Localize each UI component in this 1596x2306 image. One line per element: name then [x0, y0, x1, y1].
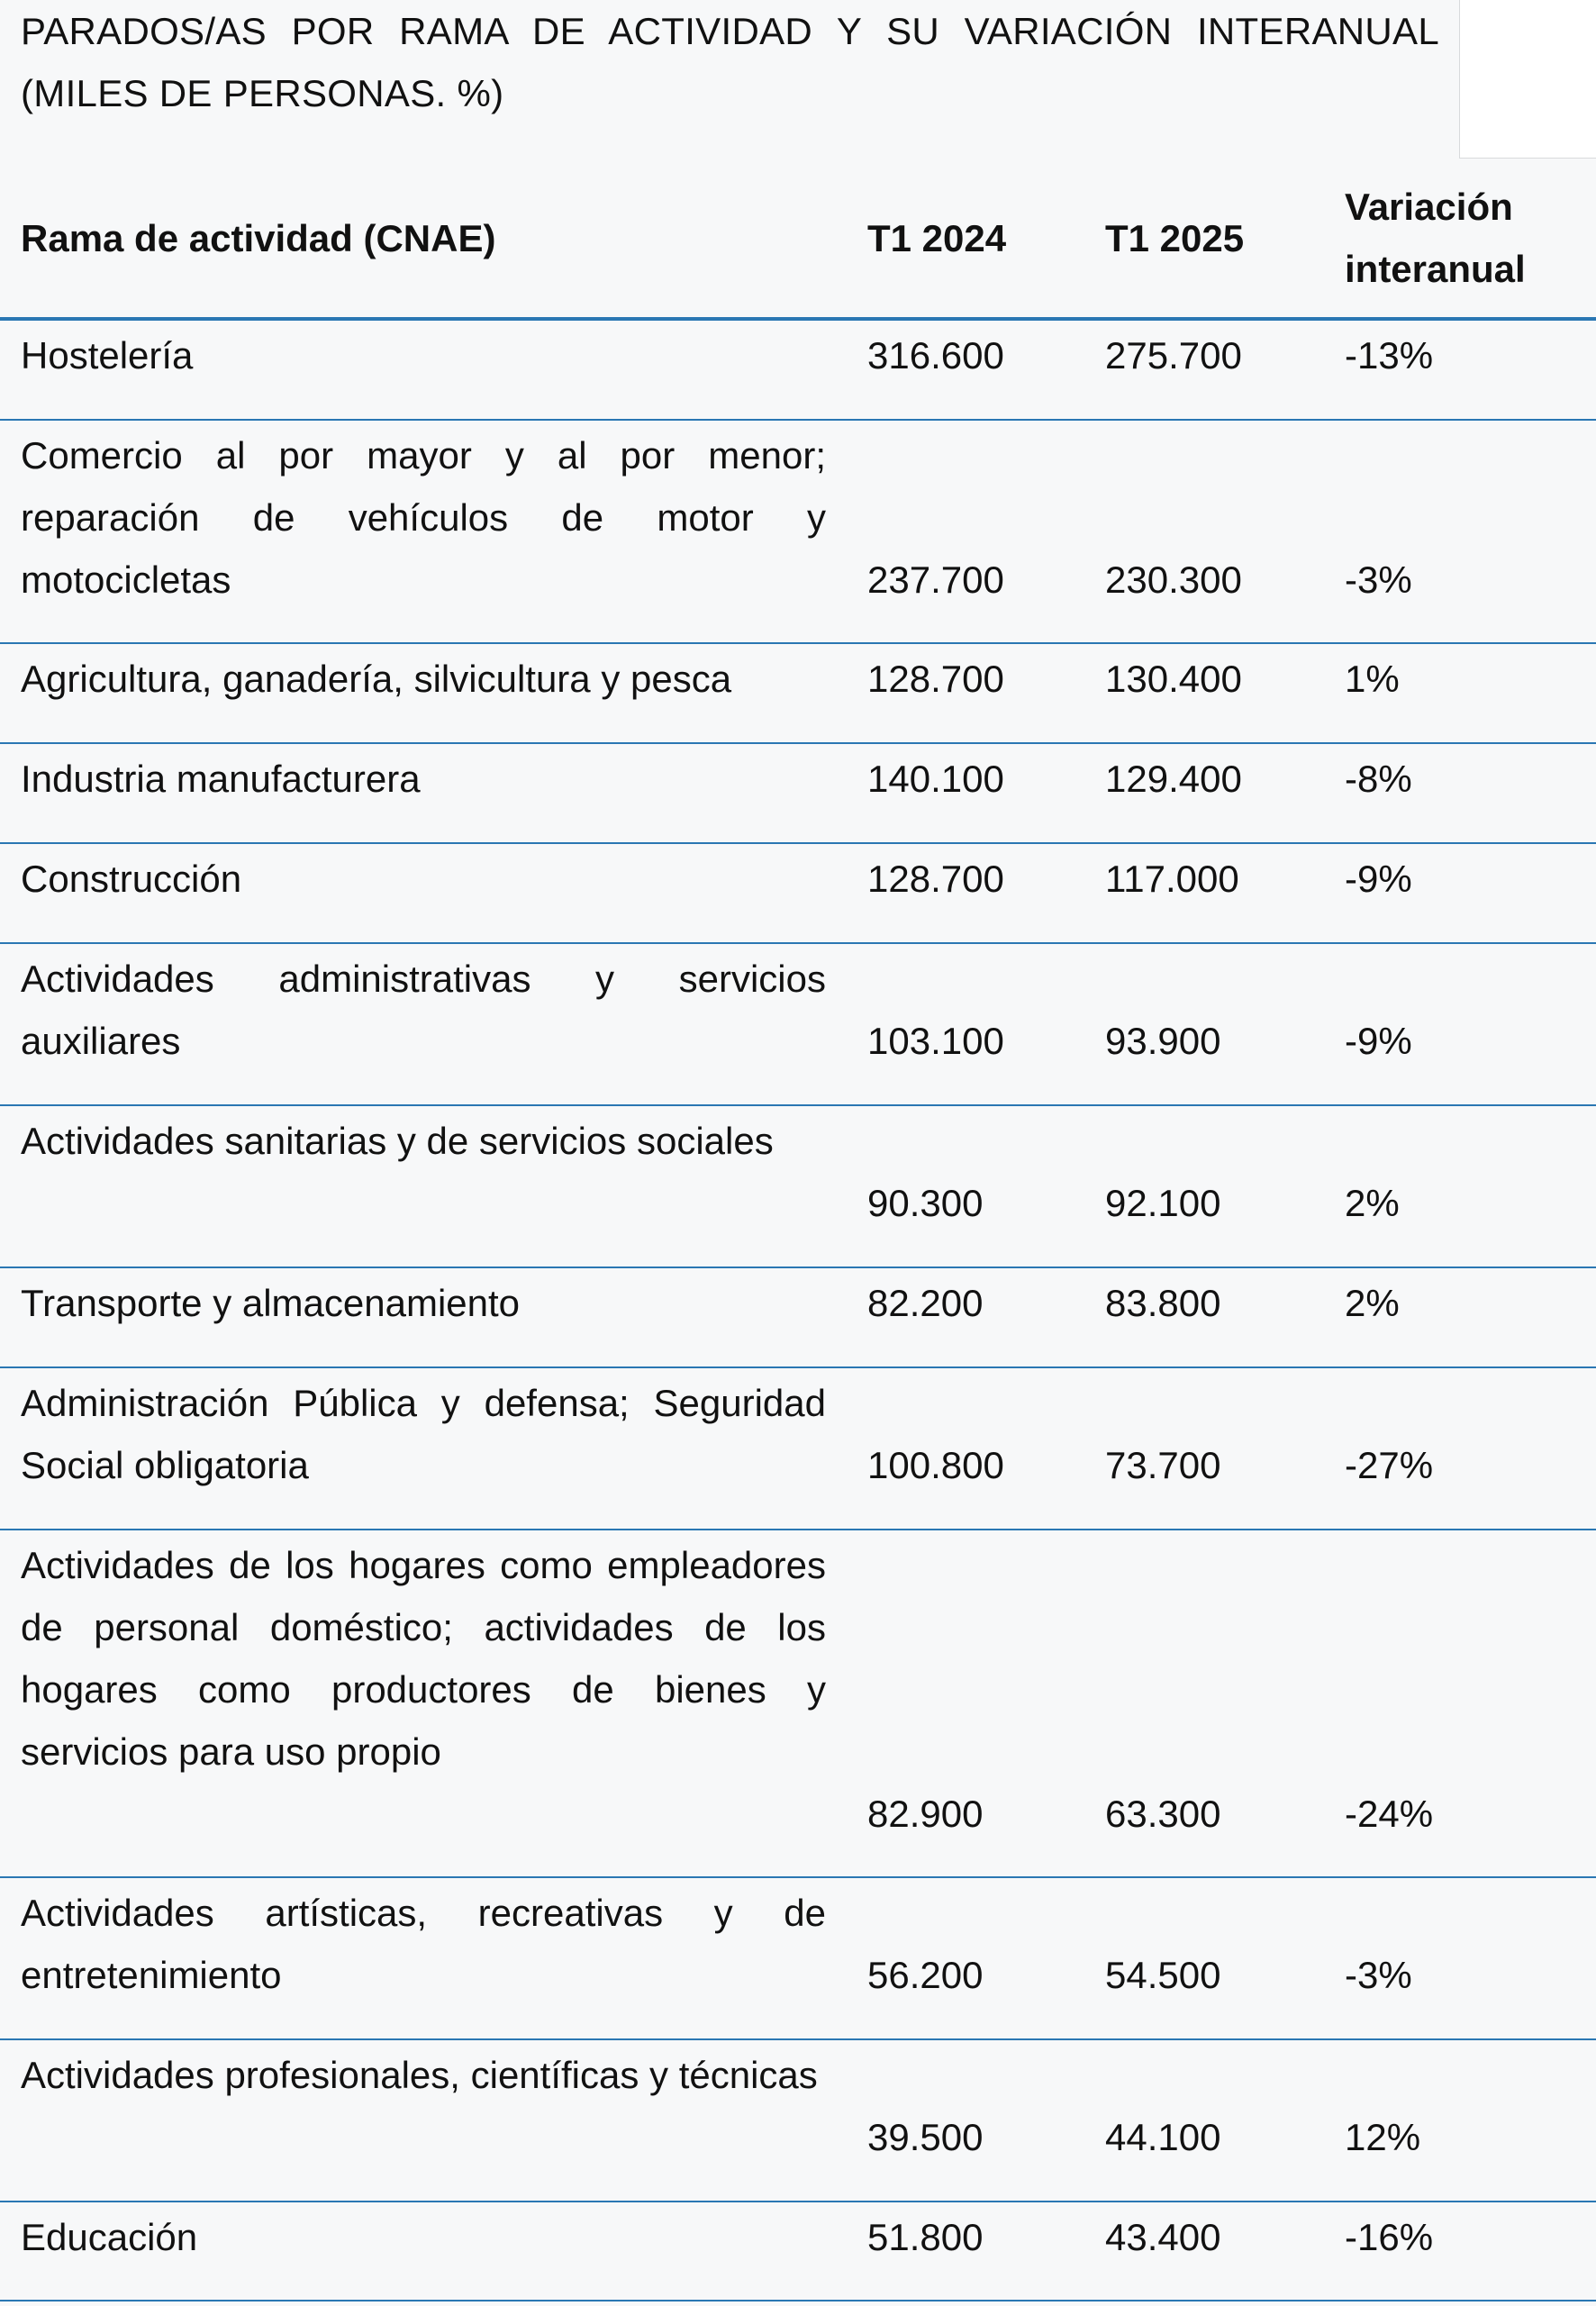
cell-t1-2025: 129.400: [1105, 758, 1242, 800]
header-variacion: Variación interanual: [1345, 186, 1526, 290]
cell-rama: Comercio al por mayor y al por menor; reparación de vehículos de motor y motocicletas: [21, 434, 826, 601]
cell-rama: Hostelería: [21, 334, 194, 377]
cell-t1-2024: 316.600: [867, 334, 1004, 377]
table-row: [0, 844, 1596, 944]
header-t1-2025: T1 2025: [1105, 216, 1245, 259]
cell-t1-2024: 103.100: [867, 1020, 1004, 1062]
table-row: [0, 944, 1596, 1106]
cell-t1-2024: 128.700: [867, 858, 1004, 900]
cell-rama: Transporte y almacenamiento: [21, 1282, 521, 1324]
cell-variacion: 2%: [1345, 1182, 1400, 1224]
cell-variacion: 12%: [1345, 2116, 1421, 2158]
table-row: [0, 1878, 1596, 2040]
cell-variacion: 2%: [1345, 1282, 1400, 1324]
table-row: [0, 1530, 1596, 1878]
table-title: PARADOS/AS POR RAMA DE ACTIVIDAD Y SU VARIACIÓN INTERANUAL (MILES DE PERSONAS. %): [21, 10, 1439, 114]
cell-variacion: -9%: [1345, 858, 1412, 900]
cell-t1-2024: 140.100: [867, 758, 1004, 800]
cell-t1-2025: 83.800: [1105, 1282, 1221, 1324]
table-row: [0, 1106, 1596, 1268]
cell-t1-2024: 237.700: [867, 558, 1004, 601]
cell-variacion: -13%: [1345, 334, 1434, 377]
cell-t1-2024: 39.500: [867, 2116, 984, 2158]
table-header: [0, 159, 1596, 321]
cell-variacion: -8%: [1345, 758, 1412, 800]
cell-t1-2024: 82.900: [867, 1793, 984, 1835]
cell-t1-2024: 128.700: [867, 658, 1004, 700]
cell-variacion: -3%: [1345, 1954, 1412, 1996]
header-t1-2024: T1 2024: [867, 216, 1007, 259]
cell-t1-2025: 230.300: [1105, 558, 1242, 601]
table-row: [0, 2202, 1596, 2301]
cell-t1-2024: 51.800: [867, 2216, 984, 2258]
cell-t1-2025: 73.700: [1105, 1444, 1221, 1486]
cell-t1-2025: 130.400: [1105, 658, 1242, 700]
cell-t1-2025: 93.900: [1105, 1020, 1221, 1062]
table-row: [0, 1368, 1596, 1530]
cell-rama: Construcción: [21, 858, 242, 900]
cell-t1-2025: 44.100: [1105, 2116, 1221, 2158]
cell-rama: Actividades administrativas y servicios auxiliares: [21, 958, 826, 1062]
cell-t1-2024: 100.800: [867, 1444, 1004, 1486]
header-rama: Rama de actividad (CNAE): [21, 216, 496, 259]
cell-t1-2025: 43.400: [1105, 2216, 1221, 2258]
cell-t1-2025: 92.100: [1105, 1182, 1221, 1224]
cell-variacion: -24%: [1345, 1793, 1434, 1835]
table-row: [0, 1268, 1596, 1368]
cell-variacion: -3%: [1345, 558, 1412, 601]
table-row: [0, 321, 1596, 421]
cell-t1-2025: 275.700: [1105, 334, 1242, 377]
cell-t1-2024: 90.300: [867, 1182, 984, 1224]
cell-rama: Educación: [21, 2216, 198, 2258]
cell-rama: Administración Pública y defensa; Seguridad Social obligatoria: [21, 1382, 826, 1486]
cell-rama: Actividades de los hogares como empleadores de personal doméstico; actividades de los hogares como productores de bienes y servicios para uso propio: [21, 1544, 826, 1773]
cell-variacion: -9%: [1345, 1020, 1412, 1062]
cell-t1-2025: 63.300: [1105, 1793, 1221, 1835]
cell-rama: Actividades sanitarias y de servicios sociales: [21, 1120, 774, 1162]
table-row: [0, 644, 1596, 744]
cell-rama: Actividades profesionales, científicas y técnicas: [21, 2054, 818, 2096]
table-row: [0, 2040, 1596, 2202]
table-row: [0, 744, 1596, 844]
cell-rama: Agricultura, ganadería, silvicultura y pesca: [21, 658, 732, 700]
table-row: [0, 421, 1596, 644]
cell-t1-2025: 117.000: [1105, 858, 1239, 900]
cell-rama: Actividades artísticas, recreativas y de entretenimiento: [21, 1892, 826, 1996]
table-body: [0, 321, 1596, 2301]
cell-variacion: -16%: [1345, 2216, 1434, 2258]
cell-variacion: -27%: [1345, 1444, 1434, 1486]
corner-blank-panel: [1459, 0, 1596, 159]
cell-t1-2025: 54.500: [1105, 1954, 1221, 1996]
cell-variacion: 1%: [1345, 658, 1400, 700]
cell-t1-2024: 56.200: [867, 1954, 984, 1996]
cell-t1-2024: 82.200: [867, 1282, 984, 1324]
cell-rama: Industria manufacturera: [21, 758, 421, 800]
